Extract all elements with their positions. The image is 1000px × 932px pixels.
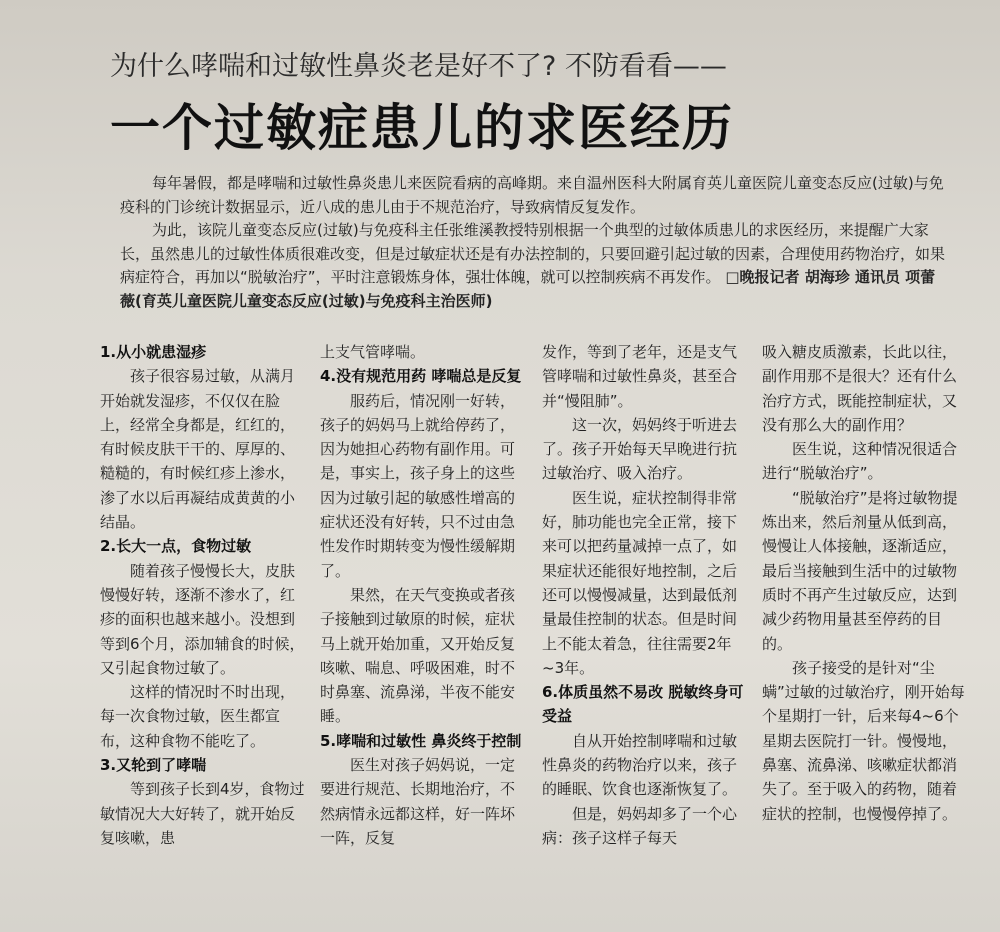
byline: □晚报记者 胡海珍 通讯员 项蕾薇(育英儿童医院儿童变态反应(过敏)与免疫科主治医师) — [120, 268, 936, 310]
col2-continuation: 上支气管哮喘。 — [320, 343, 426, 361]
col3-continuation: 发作，等到了老年，还是支气管哮喘和过敏性鼻炎，甚至合并“慢阻肺”。 — [542, 343, 738, 410]
col1-paragraph-3: 这样的情况时不时出现，每一次食物过敏，医生都宣布，这种食物不能吃了。 — [100, 683, 296, 750]
lead-section — [120, 172, 950, 313]
section-heading-4: 4.没有规范用药 哮喘总是反复 — [320, 367, 522, 386]
kicker-headline: 为什么哮喘和过敏性鼻炎老是好不了? 不防看看—— — [110, 51, 727, 82]
section-heading-5: 5.哮喘和过敏性 鼻炎终于控制 — [320, 731, 522, 750]
column-1 — [100, 340, 305, 850]
section-heading-3: 3.又轮到了哮喘 — [100, 756, 207, 775]
section-heading-1: 1.从小就患湿疹 — [100, 343, 207, 361]
main-headline: 一个过敏症患儿的求医经历 — [110, 99, 734, 157]
col2-paragraph-3: 医生对孩子妈妈说，一定要进行规范、长期地治疗，不然病情永远都这样，好一阵坏一阵，反复 — [320, 756, 516, 847]
section-heading-6: 6.体质虽然不易改 脱敏终身可受益 — [542, 683, 744, 726]
col2-paragraph-2: 果然，在天气变换或者孩子接触到过敏原的时候，症状马上就开始加重，又开始反复咳嗽、喘息、呼吸困难，时不时鼻塞、流鼻涕，半夜不能安睡。 — [320, 585, 516, 726]
section-heading-2: 2.长大一点，食物过敏 — [100, 537, 252, 556]
col3-paragraph-3: 自从开始控制哮喘和过敏性鼻炎的药物治疗以来，孩子的睡眠、饮食也逐渐恢复了。 — [542, 731, 738, 799]
lead-paragraph-1: 每年暑假，都是哮喘和过敏性鼻炎患儿来医院看病的高峰期。来自温州医科大附属育英儿童医院儿童变态反应(过敏)与免疫科的门诊统计数据显示，近八成的患儿由于不规范治疗，导致病情反复发作。 — [120, 174, 944, 216]
lead-paragraph-2 — [120, 219, 950, 313]
col1-paragraph-4: 等到孩子长到4岁，食物过敏情况大大好转了，就开始反复咳嗽，患 — [100, 780, 305, 847]
col4-continuation: 吸入糖皮质激素，长此以往，副作用那不是很大？还有什么治疗方式，既能控制症状，又没有那么大的副作用？ — [762, 343, 958, 434]
col4-paragraph-3: 孩子接受的是针对“尘螨”过敏的过敏治疗，刚开始每个星期打一针，后来每4~6个星期去医院打一针。慢慢地，鼻塞、流鼻涕、咳嗽症状都消失了。至于吸入的药物，随着症状的控制，也慢慢停掉了。 — [762, 658, 965, 823]
column-3 — [542, 340, 747, 850]
col1-paragraph-2: 随着孩子慢慢长大，皮肤慢慢好转，逐渐不渗水了，红疹的面积也越来越小。没想到等到6个月，添加辅食的时候，又引起食物过敏了。 — [100, 561, 305, 677]
article-columns — [100, 340, 980, 930]
col3-paragraph-4: 但是，妈妈却多了一个心病：孩子这样子每天 — [542, 804, 738, 847]
col4-paragraph-1: 医生说，这种情况很适合进行“脱敏治疗”。 — [762, 440, 958, 483]
col2-paragraph-1: 服药后，情况刚一好转，孩子的妈妈马上就给停药了，因为她担心药物有副作用。可是，事实上，孩子身上的这些因为过敏引起的敏感性增高的症状还没有好转，只不过由急性发作时期转变为慢性缓解期了。 — [320, 391, 516, 580]
col4-paragraph-2: “脱敏治疗”是将过敏物提炼出来，然后剂量从低到高，慢慢让人体接触，逐渐适应，最后当接触到生活中的过敏物质时不再产生过敏反应，达到减少药物用量甚至停药的目的。 — [762, 488, 958, 653]
column-4 — [762, 340, 967, 826]
col3-paragraph-1: 这一次，妈妈终于听进去了。孩子开始每天早晚进行抗过敏治疗、吸入治疗。 — [542, 415, 738, 483]
lead-paragraph-2-text: 为此，该院儿童变态反应(过敏)与免疫科主任张维溪教授特别根据一个典型的过敏体质患儿的求医经历，来提醒广大家长，虽然患儿的过敏性体质很难改变，但是过敏症状还是有办法控制的，只要回避引起过敏的因素，合理使用药物治疗，如果病症符合，再加以“脱敏治疗”，平时注意锻炼身体，强壮体魄，就可以控制疾病不再发作。 — [120, 221, 946, 286]
column-2 — [320, 340, 525, 850]
col3-paragraph-2: 医生说，症状控制得非常好，肺功能也完全正常，接下来可以把药量减掉一点了，如果症状还能很好地控制，之后还可以慢慢减量，达到最低剂量最佳控制的状态。但是时间上不能太着急，往往需要2年~3年。 — [542, 488, 738, 677]
col1-paragraph-1: 孩子很容易过敏，从满月开始就发湿疹，不仅仅在脸上，经常全身都是，红红的，有时候皮肤干干的、厚厚的、糙糙的，有时候红疹上渗水，渗了水以后再凝结成黄黄的小结晶。 — [100, 367, 296, 532]
